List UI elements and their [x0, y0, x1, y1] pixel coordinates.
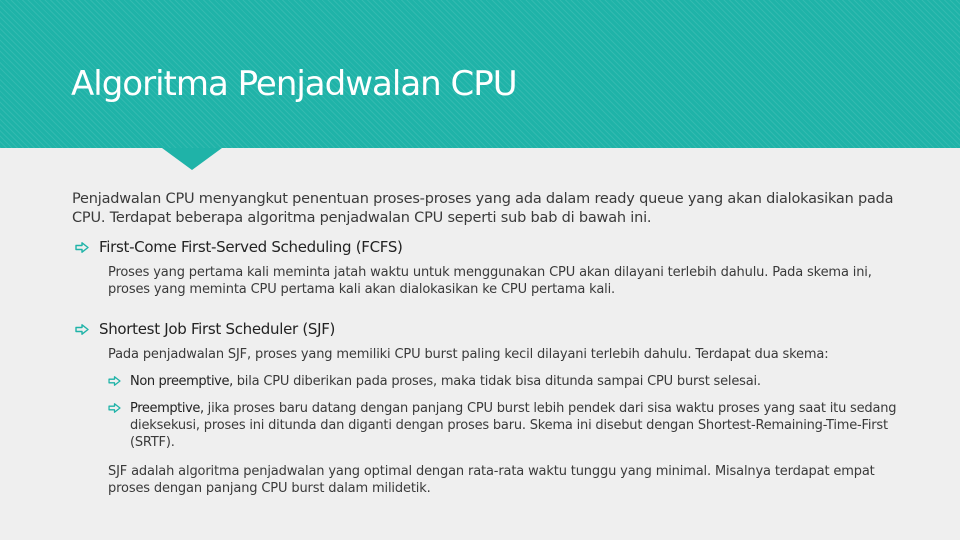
right-arrow-icon	[108, 376, 121, 386]
section-fcfs	[72, 236, 902, 298]
sub-bullet-preemptive	[108, 400, 902, 451]
slide-title: Algoritma Penjadwalan CPU	[71, 64, 517, 104]
sub-term: Non preemptive,	[130, 374, 233, 389]
sub-bullet-non-preemptive	[108, 373, 902, 390]
sub-term: Preemptive,	[130, 401, 204, 416]
section-text: Proses yang pertama kali meminta jatah waktu untuk menggunakan CPU akan dilayani terlebih dahulu. Pada skema ini, proses yang meminta CPU pertama kali akan dialokasikan ke CPU pertama kali.	[108, 265, 872, 297]
title-banner	[0, 0, 960, 148]
section-heading: First-Come First-Served Scheduling (FCFS)	[99, 238, 403, 256]
sub-text: jika proses baru datang dengan panjang CPU burst lebih pendek dari sisa waktu proses yang saat itu sedang dieksekusi, proses ini ditunda dan diganti dengan proses baru. Skema ini disebut dengan Shortest-Remaining-Time-First (SRTF).	[130, 401, 897, 450]
right-arrow-icon	[75, 324, 89, 335]
section-heading: Shortest Job First Scheduler (SJF)	[99, 320, 336, 338]
right-arrow-icon	[75, 242, 89, 253]
sub-text: bila CPU diberikan pada proses, maka tidak bisa ditunda sampai CPU burst selesai.	[232, 374, 761, 389]
banner-notch	[162, 148, 222, 170]
section-sjf	[72, 318, 902, 497]
right-arrow-icon	[108, 403, 121, 413]
slide-content	[72, 190, 902, 497]
intro-paragraph: Penjadwalan CPU menyangkut penentuan proses-proses yang ada dalam ready queue yang akan dialokasikan pada CPU. Terdapat beberapa algoritma penjadwalan CPU seperti sub bab di bawah ini.	[72, 191, 894, 226]
section-text: Pada penjadwalan SJF, proses yang memiliki CPU burst paling kecil dilayani terlebih dahulu. Terdapat dua skema:	[108, 347, 829, 362]
closing-paragraph: SJF adalah algoritma penjadwalan yang optimal dengan rata-rata waktu tunggu yang minimal. Misalnya terdapat empat proses dengan panjang CPU burst dalam milidetik.	[108, 464, 875, 496]
